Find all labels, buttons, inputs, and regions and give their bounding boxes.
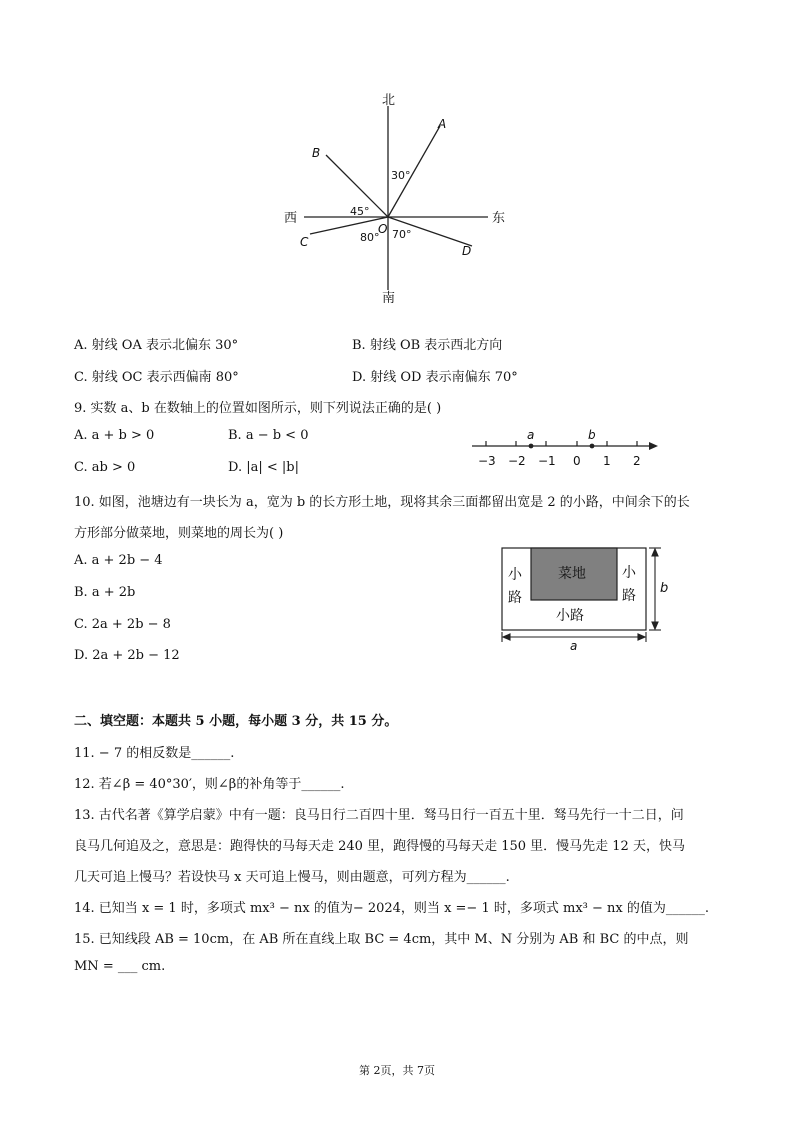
question-11: 11. − 7 的相反数是______. [74, 746, 235, 761]
question-14: 14. 已知当 x = 1 时，多项式 mx³ − nx 的值为− 2024，则当 x =− 1 时，多项式 mx³ − nx 的值为______. [74, 901, 709, 916]
north-label: 北 [382, 93, 396, 108]
path-bottom-label: 小路 [556, 608, 584, 624]
dim-b-label: b [660, 581, 669, 596]
path-right-label-1: 小 [622, 565, 636, 581]
q8-option-d: D. 射线 OD 表示南偏东 70° [352, 370, 518, 385]
arrow-icon [649, 442, 658, 450]
tick-label: 1 [603, 454, 611, 468]
angle-70-label: 70° [392, 228, 412, 241]
compass-figure [270, 88, 530, 310]
angle-30-label: 30° [391, 169, 411, 182]
path-left-label-2: 路 [508, 590, 522, 606]
dim-a-label: a [570, 639, 578, 653]
point-b [590, 444, 595, 449]
arrow-icon [638, 634, 645, 640]
question-13-line-2: 良马几何追及之，意思是：跑得快的马每天走 240 里，跑得慢的马每天走 150 里．慢马先走 12 天，快马 [74, 839, 685, 854]
question-15-line-1: 15. 已知线段 AB = 10cm，在 AB 所在直线上取 BC = 4cm，其中 M、N 分别为 AB 和 BC 的中点，则 [74, 932, 689, 947]
q10-option-a: A. a + 2b − 4 [74, 553, 163, 568]
east-label: 东 [492, 211, 506, 226]
q9-option-c: C. ab > 0 [74, 460, 136, 475]
q10-stem-line-1: 10. 如图，池塘边有一块长为 a，宽为 b 的长方形土地，现将其余三面都留出宽是 2 的小路，中间余下的长 [74, 495, 690, 510]
q9-stem: 9. 实数 a、b 在数轴上的位置如图所示，则下列说法正确的是( ) [74, 401, 442, 416]
question-12: 12. 若∠β = 40°30′，则∠β的补角等于______. [74, 777, 345, 792]
q9-option-b: B. a − b < 0 [228, 428, 309, 443]
question-13-line-1: 13. 古代名著《算学启蒙》中有一题：良马日行二百四十里．驽马日行一百五十里．驽马先行一十二日，问 [74, 808, 684, 823]
q8-option-b: B. 射线 OB 表示西北方向 [352, 338, 503, 353]
tick-label: 0 [573, 454, 581, 468]
tick-label: 2 [633, 454, 641, 468]
ray-a-label: A [438, 117, 447, 131]
tick-label: −2 [508, 454, 526, 468]
question-13-line-3: 几天可追上慢马？若设快马 x 天可追上慢马，则由题意，可列方程为______. [74, 870, 510, 885]
arrow-icon [503, 634, 510, 640]
origin-label: O [378, 222, 388, 236]
path-right-label-2: 路 [622, 588, 636, 604]
section-heading: 二、填空题：本题共 5 小题，每小题 3 分，共 15 分。 [74, 714, 398, 729]
south-label: 南 [382, 291, 396, 306]
q9-option-a: A. a + b > 0 [74, 428, 155, 443]
path-left-label-1: 小 [508, 567, 522, 583]
arrow-icon [652, 549, 658, 556]
angle-45-label: 45° [350, 205, 370, 218]
q10-option-b: B. a + 2b [74, 585, 136, 600]
ray-d-label: D [462, 244, 472, 258]
point-a [529, 444, 534, 449]
q10-stem-line-2: 方形部分做菜地，则菜地的周长为( ) [74, 526, 284, 541]
q9-option-d: D. |a| < |b| [228, 460, 299, 475]
point-a-label: a [527, 428, 535, 442]
arrow-icon [652, 622, 658, 629]
garden-figure [496, 544, 670, 654]
q10-option-c: C. 2a + 2b − 8 [74, 617, 171, 632]
west-label: 西 [284, 211, 298, 226]
point-b-label: b [588, 428, 596, 442]
tick-label: −1 [538, 454, 556, 468]
page-footer: 第 2页，共 7页 [359, 1064, 435, 1077]
ray-c-label: C [300, 235, 309, 249]
tick-label: −3 [478, 454, 496, 468]
q10-option-d: D. 2a + 2b − 12 [74, 648, 180, 663]
q8-option-a: A. 射线 OA 表示北偏东 30° [74, 338, 239, 353]
angle-80-label: 80° [360, 231, 380, 244]
question-15-line-2: MN = ___ cm. [74, 959, 166, 974]
ray-b-label: B [312, 146, 321, 160]
q8-option-c: C. 射线 OC 表示西偏南 80° [74, 370, 239, 385]
garden-label: 菜地 [558, 566, 586, 582]
number-line-figure [464, 424, 664, 474]
